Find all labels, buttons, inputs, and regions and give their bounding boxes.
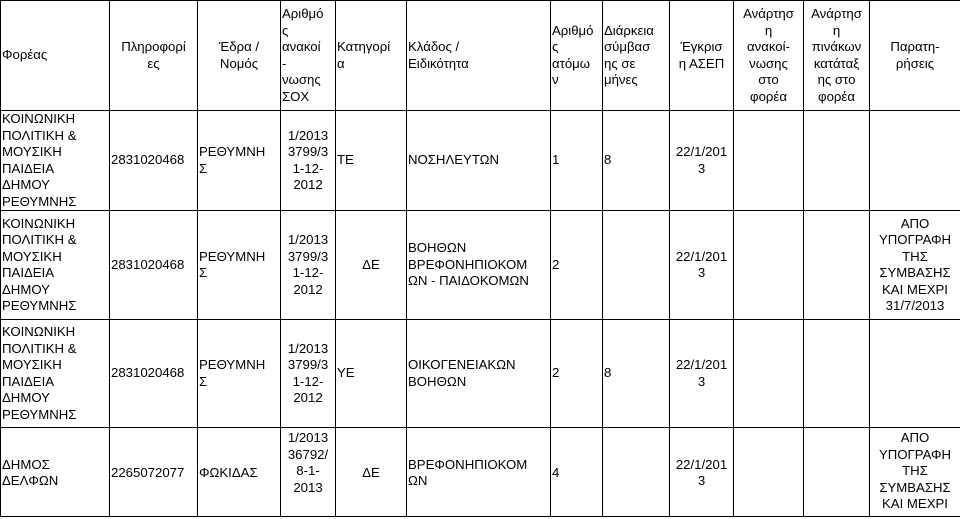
cell-info: 2831020468 (110, 211, 198, 320)
cell-asep: 22/1/201 3 (670, 111, 734, 211)
cell-soch: 1/2013 3799/3 1-12- 2012 (281, 211, 336, 320)
cell-persons: 4 (551, 428, 603, 517)
cell-announcement (734, 428, 804, 517)
cell-duration (603, 211, 670, 320)
header-rankings: Ανάρτησ η πινάκων κατάταξ ης στο φορέα (804, 1, 870, 111)
cell-soch: 1/2013 3799/3 1-12- 2012 (281, 320, 336, 428)
cell-category: ΥΕ (336, 320, 407, 428)
cell-notes (870, 320, 960, 428)
cell-soch: 1/2013 36792/ 8-1- 2013 (281, 428, 336, 517)
cell-rankings (804, 320, 870, 428)
header-specialty: Κλάδος / Ειδικότητα (407, 1, 551, 111)
cell-persons: 2 (551, 211, 603, 320)
cell-notes: ΑΠΟ ΥΠΟΓΡΑΦΗ ΤΗΣ ΣΥΜΒΑΣΗΣ ΚΑΙ ΜΕΧΡΙ 31/7/2013 (870, 211, 960, 320)
cell-rankings (804, 211, 870, 320)
cell-specialty: ΒΟΗΘΩΝ ΒΡΕΦΟΝΗΠΙΟΚΟΜ ΩΝ - ΠΑΙΔΟΚΟΜΩΝ (407, 211, 551, 320)
table-row (1, 428, 960, 517)
cell-duration: 8 (603, 320, 670, 428)
table-row (1, 320, 960, 428)
cell-info: 2831020468 (110, 111, 198, 211)
cell-specialty: ΝΟΣΗΛΕΥΤΩΝ (407, 111, 551, 211)
cell-foreas: ΚΟΙΝΩΝΙΚΗ ΠΟΛΙΤΙΚΗ & ΜΟΥΣΙΚΗ ΠΑΙΔΕΙΑ ΔΗΜΟΥ ΡΕΘΥΜΝΗΣ (1, 211, 110, 320)
header-edra: Έδρα / Νομός (198, 1, 281, 111)
header-soch: Αριθμό ς ανακοί - νωσης ΣΟΧ (281, 1, 336, 111)
cell-announcement (734, 320, 804, 428)
cell-announcement (734, 111, 804, 211)
cell-notes: ΑΠΟ ΥΠΟΓΡΑΦΗ ΤΗΣ ΣΥΜΒΑΣΗΣ ΚΑΙ ΜΕΧΡΙ (870, 428, 960, 517)
cell-rankings (804, 428, 870, 517)
cell-announcement (734, 211, 804, 320)
cell-category: ΤΕ (336, 111, 407, 211)
header-foreas: Φορέας (1, 1, 110, 111)
header-info: Πληροφορί ες (110, 1, 198, 111)
cell-edra: ΡΕΘΥΜΝΗ Σ (198, 320, 281, 428)
table-row (1, 111, 960, 211)
cell-foreas: ΚΟΙΝΩΝΙΚΗ ΠΟΛΙΤΙΚΗ & ΜΟΥΣΙΚΗ ΠΑΙΔΕΙΑ ΔΗΜΟΥ ΡΕΘΥΜΝΗΣ (1, 111, 110, 211)
cell-specialty: ΟΙΚΟΓΕΝΕΙΑΚΩΝ ΒΟΗΘΩΝ (407, 320, 551, 428)
header-category: Κατηγορί α (336, 1, 407, 111)
table-row (1, 211, 960, 320)
header-persons: Αριθμό ς ατόμω ν (551, 1, 603, 111)
cell-category: ΔΕ (336, 428, 407, 517)
header-row (1, 1, 960, 111)
cell-edra: ΡΕΘΥΜΝΗ Σ (198, 111, 281, 211)
cell-persons: 2 (551, 320, 603, 428)
cell-edra: ΦΩΚΙΔΑΣ (198, 428, 281, 517)
cell-info: 2831020468 (110, 320, 198, 428)
header-asep: Έγκρισ η ΑΣΕΠ (670, 1, 734, 111)
cell-info: 2265072077 (110, 428, 198, 517)
cell-asep: 22/1/201 3 (670, 320, 734, 428)
header-announcement: Ανάρτησ η ανακοί- νωσης στο φορέα (734, 1, 804, 111)
header-duration: Διάρκεια σύμβασ ης σε μήνες (603, 1, 670, 111)
cell-edra: ΡΕΘΥΜΝΗ Σ (198, 211, 281, 320)
cell-duration: 8 (603, 111, 670, 211)
cell-notes (870, 111, 960, 211)
cell-asep: 22/1/201 3 (670, 428, 734, 517)
cell-soch: 1/2013 3799/3 1-12- 2012 (281, 111, 336, 211)
cell-rankings (804, 111, 870, 211)
cell-foreas: ΔΗΜΟΣ ΔΕΛΦΩΝ (1, 428, 110, 517)
cell-duration (603, 428, 670, 517)
cell-category: ΔΕ (336, 211, 407, 320)
cell-foreas: ΚΟΙΝΩΝΙΚΗ ΠΟΛΙΤΙΚΗ & ΜΟΥΣΙΚΗ ΠΑΙΔΕΙΑ ΔΗΜΟΥ ΡΕΘΥΜΝΗΣ (1, 320, 110, 428)
header-notes: Παρατη- ρήσεις (870, 1, 960, 111)
cell-persons: 1 (551, 111, 603, 211)
cell-specialty: ΒΡΕΦΟΝΗΠΙΟΚΟΜ ΩΝ (407, 428, 551, 517)
cell-asep: 22/1/201 3 (670, 211, 734, 320)
